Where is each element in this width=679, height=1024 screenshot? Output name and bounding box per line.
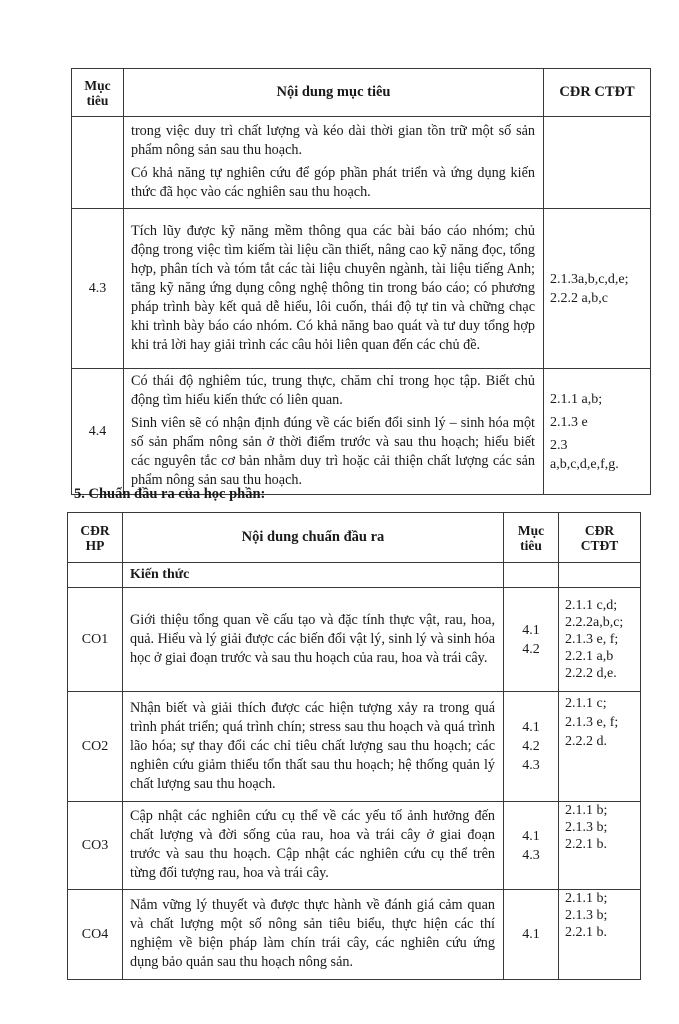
outcome-id: CO4 (68, 890, 123, 980)
cdr-code: 2.1.1 c; (565, 696, 607, 711)
goal-paragraph: trong việc duy trì chất lượng và kéo dài thời gian tồn trữ một số sản phẩm nông sản sau thu hoạch. (131, 123, 535, 158)
outcome-text: Giới thiệu tổng quan về cấu tạo và đặc tính thực vật, rau, hoa, quả. Hiểu và lý giải được các biến đổi vật lý, sinh lý và sinh hóa học ở giai đoạn trước và sau thu hoạch của rau, hoa và trái cây. (130, 611, 495, 666)
goal-ref: 4.1 (522, 622, 540, 638)
cdr-code: 2.2.1 b. (565, 837, 607, 852)
cdr-code: 2.2.2 d,e. (565, 666, 617, 681)
section-label-knowledge: Kiến thức (123, 563, 504, 588)
header-goal-line1: Mục (517, 522, 545, 538)
header-cdr-ctdt-line2: CTĐT (580, 537, 619, 553)
goal-ref: 4.3 (522, 847, 540, 863)
goal-ref: 4.1 (522, 927, 540, 942)
header-goal-line2: tiêu (520, 537, 542, 553)
outcome-text: Nắm vững lý thuyết và được thực hành về đánh giá cảm quan và chất lượng một số nông sản tiêu biểu, thực hiện các thí nghiệm về biện pháp làm chín trái cây, các nghiên cứu ứng dụng bảo quản sau thu hoạch nông sản. (130, 897, 495, 970)
header-cdr-ctdt (559, 513, 641, 563)
goal-content (124, 369, 544, 495)
cdr-code: 2.1.3 b; (565, 908, 608, 923)
empty-cell (559, 563, 641, 588)
outcome-id: CO3 (68, 802, 123, 890)
goal-cdr (544, 209, 651, 369)
goal-ref: 4.2 (522, 641, 540, 657)
empty-cell (68, 563, 123, 588)
cdr-code: 2.2.2 a,b,c (550, 290, 608, 306)
goal-id: 4.3 (72, 209, 124, 369)
outcome-cdr (559, 588, 641, 692)
header-goal-content: Nội dung mục tiêu (124, 69, 544, 117)
outcome-id: CO2 (68, 692, 123, 802)
goal-id (72, 117, 124, 209)
header-cdr-ctdt-line1: CĐR (584, 522, 615, 538)
header-goal (504, 513, 559, 563)
table-row (68, 692, 641, 802)
outcome-goals (504, 692, 559, 802)
goal-ref: 4.1 (522, 828, 540, 844)
goal-cdr (544, 117, 651, 209)
table-row (68, 890, 641, 980)
section-row (68, 563, 641, 588)
outcome-content (123, 890, 504, 980)
goal-paragraph: Có khả năng tự nghiên cứu để góp phần phát triển và ứng dụng kiến thức đã học vào các nghiên sau thu hoạch. (131, 165, 535, 200)
cdr-code: 2.2.1 b. (565, 925, 607, 940)
empty-cell (504, 563, 559, 588)
objectives-header-row (72, 69, 651, 117)
outcome-text: Nhận biết và giải thích được các hiện tượng xảy ra trong quá trình phát triển; quá trình chín; stress sau thu hoạch và quá trình lão hóa; sự thay đổi các chỉ tiêu chất lượng sau thu hoạch; các nghiên cứu giảm thiểu tổn thất sau thu hoạch; hệ thống quản lý chất lượng sau thu hoạch. (130, 699, 495, 792)
header-goal (72, 69, 124, 117)
outcome-goals (504, 890, 559, 980)
outcomes-table (67, 512, 641, 980)
goal-paragraph: Sinh viên sẽ có nhận định đúng về các biến đổi sinh lý – sinh hóa một số sản phẩm nông sản ở thời điểm trước và sau thu hoạch; hiểu biết các nguyên tắc cơ bản nhằm duy trì hoặc cải thiện chất lượng các sản phẩm nông sản sau thu hoạch. (131, 415, 535, 488)
header-cdr-hp-line1: CĐR (80, 522, 110, 538)
cdr-code: 2.1.1 a,b; (550, 391, 603, 407)
cdr-code: 2.3 (550, 437, 568, 453)
cdr-code: 2.2.1 a,b (565, 649, 614, 664)
cdr-code: 2.2.2a,b,c; (565, 615, 624, 630)
header-cdr-hp (68, 513, 123, 563)
outcome-cdr (559, 802, 641, 890)
cdr-code: 2.1.1 c,d; (565, 598, 618, 613)
outcome-content (123, 588, 504, 692)
section-heading: 5. Chuẩn đầu ra của học phần: (74, 486, 266, 502)
outcomes-header-row (68, 513, 641, 563)
cdr-code: 2.1.3a,b,c,d,e; (550, 271, 629, 287)
header-goal-line1: Mục (84, 77, 111, 93)
goal-content (124, 209, 544, 369)
table-row (72, 369, 651, 495)
table-row (72, 117, 651, 209)
cdr-code: 2.1.3 e, f; (565, 715, 619, 730)
outcome-text: Cập nhật các nghiên cứu cụ thể về các yếu tố ảnh hưởng đến chất lượng và đời sống của rau, hoa và trái cây ở giai đoạn trước và sau thu hoạch. Cập nhật các nghiên cứu cụ thể trên từng đối tượng rau, hoa và trái cây. (130, 808, 495, 881)
goal-paragraph: Tích lũy được kỹ năng mềm thông qua các bài báo cáo nhóm; chủ động trong việc tìm kiếm tài liệu cần thiết, nâng cao kỹ năng đọc, tổng hợp, phân tích và tóm tắt các tài liệu chuyên ngành, tài liệu tiếng Anh; tăng kỹ năng ứng dụng công nghệ thông tin trong báo cáo; có phương pháp trình bày kết quả dễ hiểu, lôi cuốn, thái độ tự tin và chững chạc khi trình bày báo cáo nhóm. Có khả năng bao quát và tư duy tổng hợp khi trả lời hay giải trình các câu hỏi liên quan đến các chủ đề. (131, 222, 535, 353)
goal-ref: 4.3 (522, 758, 540, 773)
table-row (68, 588, 641, 692)
header-cdr-hp-line2: HP (85, 537, 105, 553)
outcome-goals (504, 588, 559, 692)
cdr-code: 2.1.1 b; (565, 891, 608, 906)
goal-content (124, 117, 544, 209)
cdr-code: 2.1.3 e, f; (565, 632, 619, 647)
goal-cdr (544, 369, 651, 495)
goal-ref: 4.1 (522, 720, 540, 735)
cdr-code: 2.1.3 e (550, 414, 588, 430)
table-row (72, 209, 651, 369)
outcome-cdr (559, 890, 641, 980)
goal-id: 4.4 (72, 369, 124, 495)
table-row (68, 802, 641, 890)
cdr-code: 2.1.1 b; (565, 803, 608, 818)
outcome-content (123, 802, 504, 890)
outcome-content (123, 692, 504, 802)
goal-paragraph: Có thái độ nghiêm túc, trung thực, chăm chỉ trong học tập. Biết chủ động tìm hiểu kiến thức có liên quan. (131, 373, 535, 408)
goal-ref: 4.2 (522, 739, 540, 754)
outcome-goals (504, 802, 559, 890)
outcome-id: CO1 (68, 588, 123, 692)
cdr-code: 2.1.3 b; (565, 820, 608, 835)
cdr-code: 2.2.2 d. (565, 734, 607, 749)
header-outcome-content: Nội dung chuẩn đầu ra (123, 513, 504, 563)
header-goal-line2: tiêu (86, 92, 109, 108)
header-cdr-ctdt: CĐR CTĐT (544, 69, 651, 117)
objectives-table (71, 68, 651, 495)
cdr-code: a,b,c,d,e,f,g. (550, 456, 619, 472)
outcome-cdr (559, 692, 641, 802)
